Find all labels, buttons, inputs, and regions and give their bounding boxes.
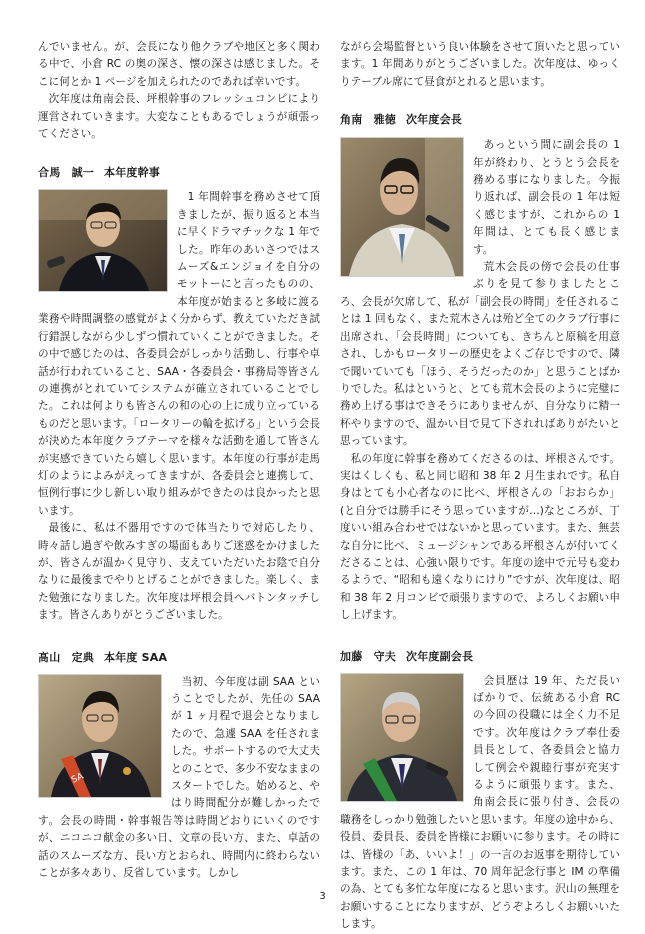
svg-text:SA: SA [70, 771, 86, 786]
section-heading-takayama [38, 650, 320, 666]
portrait-photo-takayama [38, 674, 162, 798]
aima-paragraph-2: 最後に、私は不器用ですので体当たりで対応したり、時々話し過ぎや飲みすぎの場面もありご迷惑をかけましたが、皆さんが温かく見守り、支えていただいたお陰で自分なりに最後までやりとげることができました。楽しく、また勉強になりました。次年度は坪根会員へバトンタッチします。皆さんありがとうございました。 [38, 522, 320, 622]
right-intro-paragraph: ながら会場監督という良い体験をさせて頂いたと思っています。1 年間ありがとうございました。次年度は、ゆっくりテーブル席にて昼食がとれると思います。 [340, 41, 620, 88]
heading-name: 髙山 定典 [38, 650, 94, 664]
heading-name: 合馬 誠一 [38, 166, 94, 180]
intro-paragraph-1: んでいません。が、会長になり他クラブや地区と多く関わる中で、小倉 RC の奥の深さ、懐の深さは感じました。そこに何とか 1 ページを加えられたのであれば幸いです。 [38, 41, 320, 88]
page-number: 3 [319, 891, 326, 902]
heading-role: 本年度幹事 [104, 166, 160, 180]
aima-paragraph-1: 1 年間幹事を務めさせて頂きましたが、振り返ると本当に早くドラマチックな 1 年でした。昨年のあいさつではスムーズ&エンジョイを自分のモットーにと言ったものの、本年度が始まると多岐に渡る業務や時間調整の感覚がよく分からず、教えていただき試行錯誤しながら少しずつ慣れていくことができました。その中で感じたのは、各委員会がしっかり活動し、行事や卓話が行われていること、SAA・各委員会・事務局等皆さんの連携がとれていてシステムが確立されていることでした。これは何よりも皆さんの和の心の上に成り立っているものだと思います。「ロータリーの輪を拡げる」という会長が決めた本年度クラブテーマを様々な活動を通して皆さんが実感できていたら嬉しく思います。本年度の行事が走馬灯のようによみがえってきますが、各委員会と連携して、恒例行事に少し新しい取り組みができたのは良かったと思います。 [38, 191, 320, 517]
sunami-paragraph-2: 荒木会長の傍で会長の仕事ぶりを見て参りましたところ、会長が欠席して、私が「副会長の時間」を任されることは 1 回もなく、また荒木さんは殆ど全てのクラブ行事に出席され、「会長時間」についても、きちんと原稿を用意され、しかもロータリーの歴史をよくご存じですので、隣で聞いていても「ほう、そうだったのか」と思うことばかりでした。私はというと、とても荒木会長のように完璧に務め上げる事はできそうにありませんが、自分なりに精一杯やりますので、温かい目で見て下されればありがたいと思っています。 [340, 261, 620, 448]
section-heading-kato [340, 649, 620, 665]
section-heading-aima [38, 165, 320, 181]
portrait-photo-aima [38, 189, 168, 292]
left-column [38, 0, 320, 882]
heading-name: 加藤 守夫 [340, 649, 396, 663]
right-column [340, 0, 620, 934]
heading-role: 次年度会長 [406, 113, 462, 127]
sunami-paragraph-1: あっという間に副会長の 1 年が終わり、とうとう会長を務める事になりました。今振り返れば、副会長の 1 年は短く感じますが、これからの 1 年間は、とても長く感じます。 [473, 139, 620, 256]
intro-paragraph-2: 次年度は角南会長、坪根幹事のフレッシュコンピにより運営されていきます。大変なこともあるでしょうが頑張ってください。 [38, 93, 320, 141]
takayama-paragraph-1: 当初、今年度は副 SAA ということでしたが、先任の SAA が 1 ヶ月程で退会となりましたので、急遽 SAA を任されました。サポートするので大丈夫とのことで、多少不安なままのスタートでした。始めると、やはり時間配分が難しかったです。会長の時間・幹事報告等は時間どおりにいくのですが、ニコニコ献金の多い日、文章の長い方、また、卓話の話のスムーズな方、長い方とおられ、時間内に終わらないことが多々あり、反省しています。しかし [38, 675, 321, 880]
portrait-photo-kato [340, 673, 464, 802]
heading-role: 本年度 SAA [104, 650, 168, 664]
portrait-photo-sunami [340, 137, 464, 277]
heading-name: 角南 雅徳 [340, 113, 396, 127]
sunami-paragraph-3: 私の年度に幹事を務めてくださるのは、坪根さんです。実はくしくも、私と同じ昭和 38 年 2 月生まれです。私自身はとても小心者なのに比べ、坪根さんの「おおらか」(と自分では勝手にそう思っていますが…)なところが、丁度いい組み合わせではないかと思っています。また、無芸な自分に比べ、ミュージシャンである坪根さんが付いてくださることは、心強い限りです。年度の途中で元号も変わるようで、“昭和も遠くなりにけり”ですが、次年度は、昭和 38 年 2 月コンビで頑張りますので、よろしくお願い申し上げます。 [340, 452, 620, 622]
kato-paragraph-1: 会員歴は 19 年、ただ長いばかりで、伝統ある小倉 RC の今回の役職には全く力不足です。次年度はクラブ奉仕委員長として、各委員会と協力して例会や親睦行事が充実するように頑張ります。また、角南会長に張り付き、会長の職務をしっかり勉強したいと思います。年度の途中から、役員、委員長、委員を皆様にお願いに参ります。その時には、皆様の「あ、いいよ！」の一言のお返事を期待しています。また、この 1 年は、70 周年記念行事と IM の準備の為、とても多忙な年度になると思います。沢山の無理をお願いすることになりますが、どうぞよろしくお願いいたします。 [340, 674, 620, 931]
section-heading-sunami [340, 112, 620, 128]
heading-role: 次年度副会長 [406, 649, 474, 663]
